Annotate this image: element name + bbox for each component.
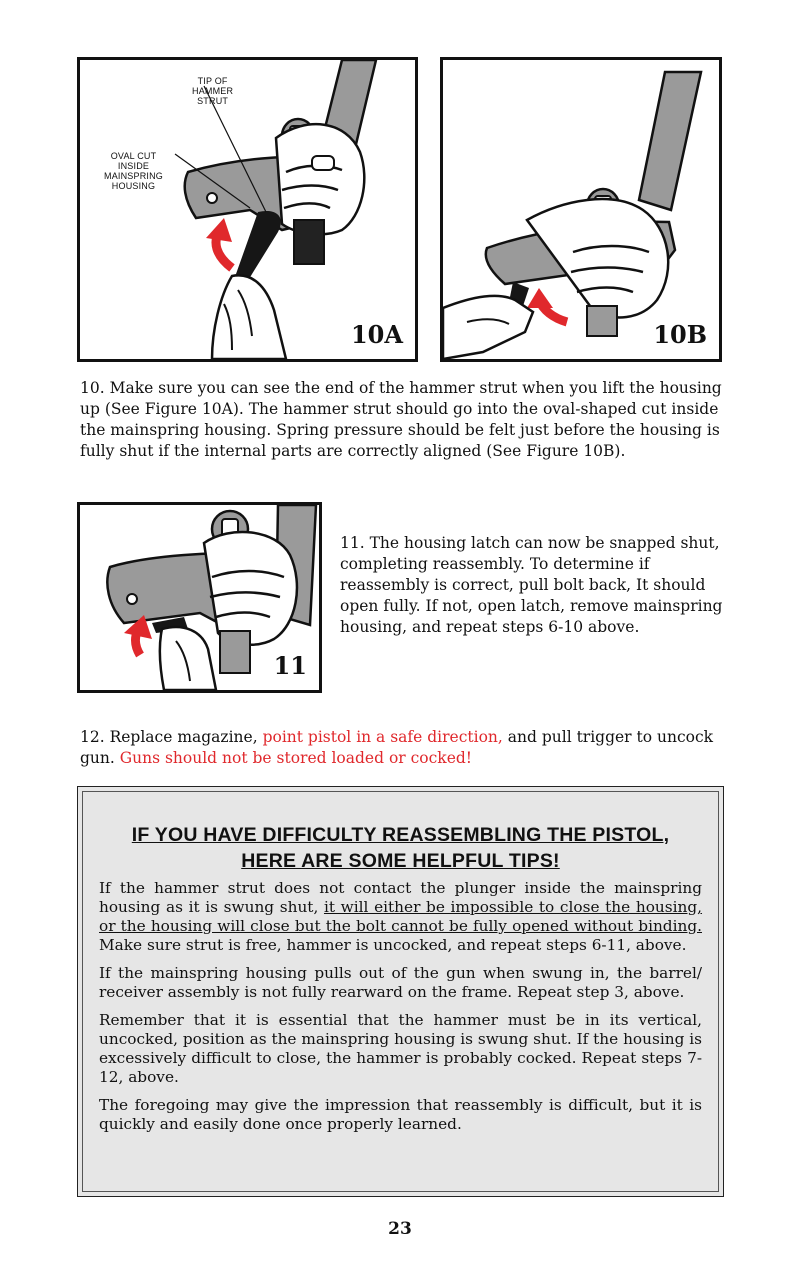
helpful-tips-inner bbox=[82, 791, 719, 1192]
safe-direction-warning: point pistol in a safe direction, bbox=[262, 728, 503, 746]
step-10-text: 10. Make sure you can see the end of the hammer strut when you lift the housing up (See Figure 10A). The hammer strut should go into the oval-shaped cut inside the mainspring housing. Spring pressure should be felt just before the housing is fully shut if the internal parts are correctly aligned (See Figure 10B). bbox=[80, 379, 722, 460]
figure-label-10a: 10A bbox=[350, 320, 403, 349]
callout-line: OVAL CUT bbox=[110, 151, 157, 161]
tips-title-line-1: IF YOU HAVE DIFFICULTY REASSEMBLING THE PISTOL, bbox=[131, 824, 670, 846]
callout-oval-cut bbox=[104, 151, 163, 191]
callout-tip-of-hammer-strut bbox=[192, 76, 233, 106]
tip-1-underlined: it will either be impossible to close the housing, or the housing will close but the bolt cannot be fully opened without binding. bbox=[99, 898, 703, 935]
step-12-text bbox=[80, 727, 725, 769]
step-12-part-c: and pull trigger to uncock gun. bbox=[80, 728, 714, 767]
step-11-text: 11. The housing latch can now be snapped shut, completing reassembly. To determine if reassembly is correct, pull bolt back, It should open fully. If not, open latch, remove mainspring housing, and repeat steps 6-10 above. bbox=[340, 534, 723, 636]
callout-line: MAINSPRING bbox=[104, 171, 164, 181]
tips-title-line-2: HERE ARE SOME HELPFUL TIPS! bbox=[241, 850, 560, 872]
callout-line: HAMMER bbox=[192, 86, 234, 96]
figure-10b-illustration bbox=[443, 60, 719, 359]
figure-label-11: 11 bbox=[273, 651, 307, 680]
tips-title bbox=[99, 822, 702, 874]
figure-10a bbox=[77, 57, 418, 362]
figure-10b bbox=[440, 57, 722, 362]
figure-label-10b: 10B bbox=[653, 320, 707, 349]
tip-1-part-c: Make sure strut is free, hammer is uncocked, and repeat steps 6-11, above. bbox=[99, 936, 687, 954]
figure-11 bbox=[77, 502, 322, 693]
helpful-tips-box bbox=[77, 786, 724, 1197]
tip-1-part-a: If the hammer strut does not contact the plunger inside the mainspring housing as it is swung shut, bbox=[99, 879, 702, 916]
page-number: 23 bbox=[388, 1219, 412, 1239]
figure-10a-illustration bbox=[80, 60, 415, 359]
tip-paragraph-3: Remember that it is essential that the hammer must be in its vertical, uncocked, position as the mainspring housing is swung shut. If the housing is excessively difficult to close, the hammer is probably cocked. Repeat steps 7-12, above. bbox=[99, 1011, 702, 1086]
storage-warning: Guns should not be stored loaded or cocked! bbox=[119, 749, 473, 767]
callout-line: INSIDE bbox=[117, 161, 150, 171]
tip-paragraph-1 bbox=[99, 879, 702, 955]
callout-line: STRUT bbox=[197, 96, 229, 106]
callout-line: TIP OF bbox=[197, 76, 228, 86]
tip-paragraph-4: The foregoing may give the impression that reassembly is difficult, but it is quickly and easily done once properly learned. bbox=[99, 1096, 702, 1133]
tip-paragraph-2: If the mainspring housing pulls out of the gun when swung in, the barrel/ receiver assembly is not fully rearward on the frame. Repeat step 3, above. bbox=[99, 964, 702, 1001]
callout-line: HOUSING bbox=[111, 181, 156, 191]
step-12-part-a: 12. Replace magazine, bbox=[80, 728, 263, 746]
